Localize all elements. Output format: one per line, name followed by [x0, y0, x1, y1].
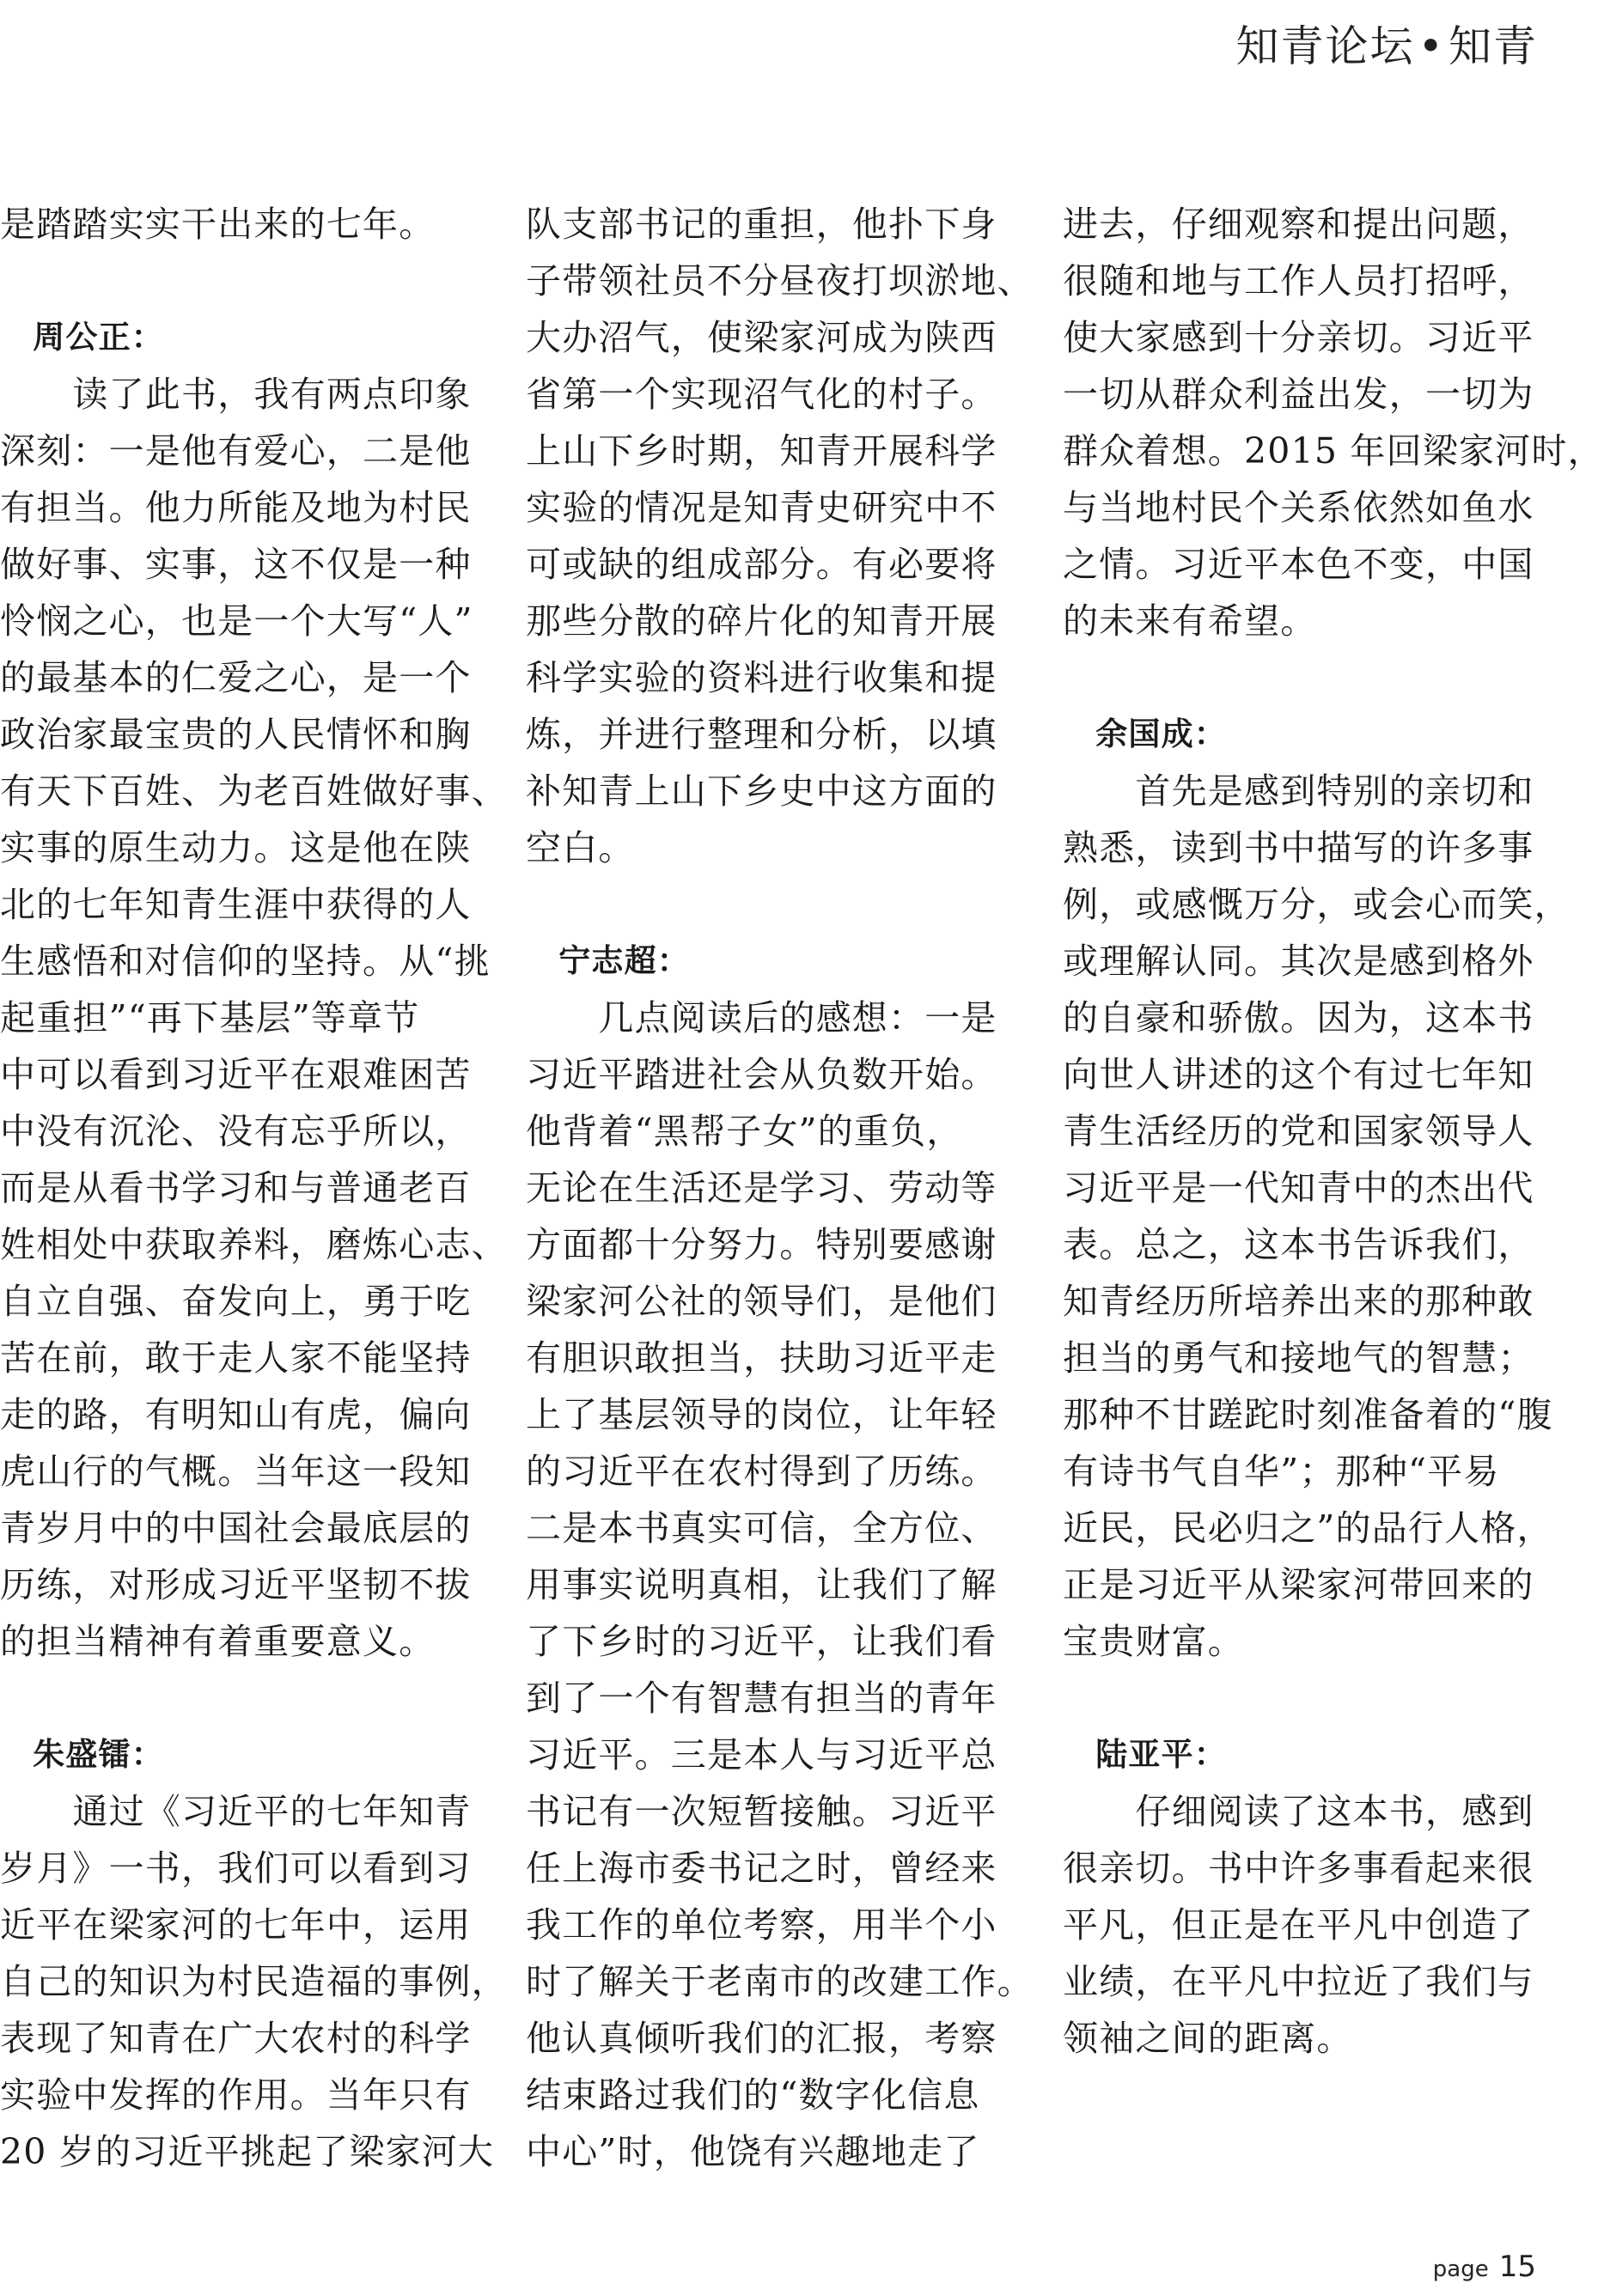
paragraph-gap: [1063, 1670, 1552, 1727]
text-line: 担当的勇气和接地气的智慧；: [1063, 1337, 1534, 1379]
text-line: 读了此书，我有两点印象: [0, 374, 472, 415]
author-heading: 余国成：: [1063, 716, 1227, 752]
text-line: 虎山行的气概。当年这一段知: [0, 1451, 472, 1492]
text-line: 的最基本的仁爱之心，是一个: [0, 657, 472, 698]
text-line: 无论在生活还是学习、劳动等: [526, 1167, 997, 1209]
section-header: [1236, 12, 1539, 74]
text-line: 群众着想。2015 年回梁家河时，: [1063, 430, 1604, 472]
text-line: 补知青上山下乡史中这方面的: [526, 770, 997, 812]
text-line: 书记有一次短暂接触。习近平: [526, 1791, 997, 1832]
text-line: 大办沼气，使梁家河成为陕西: [526, 317, 997, 358]
text-line: 历练，对形成习近平坚韧不拔: [0, 1564, 472, 1605]
text-line: 子带领社员不分昼夜打坝淤地、: [526, 260, 1034, 301]
page-label: page: [1432, 2256, 1489, 2282]
text-line: 的习近平在农村得到了历练。: [526, 1451, 997, 1492]
text-line: 自己的知识为村民造福的事例，: [0, 1961, 508, 2002]
page-number: 15: [1498, 2250, 1536, 2284]
text-line: 之情。习近平本色不变，中国: [1063, 544, 1534, 585]
paragraph-gap: [0, 1670, 490, 1727]
text-line: 很亲切。书中许多事看起来很: [1063, 1848, 1534, 1889]
text-line: 有天下百姓、为老百姓做好事、: [0, 770, 508, 812]
text-line: 我工作的单位考察，用半个小: [526, 1904, 997, 1946]
text-line: 的自豪和骄傲。因为，这本书: [1063, 997, 1534, 1038]
magazine-name: 知青: [1448, 21, 1538, 71]
text-column-2: [526, 196, 1034, 2180]
text-line: 省第一个实现沼气化的村子。: [526, 374, 997, 415]
text-line: 任上海市委书记之时，曾经来: [526, 1848, 997, 1889]
text-line: 怜悯之心，也是一个大写“人”: [0, 600, 473, 642]
text-line: 时了解关于老南市的改建工作。: [526, 1961, 1034, 2002]
text-column-3: [1063, 196, 1604, 2067]
text-column-1: [0, 196, 508, 2180]
text-line: 的未来有希望。: [1063, 600, 1317, 642]
text-line: 中可以看到习近平在艰难困苦: [0, 1054, 472, 1095]
text-line: 做好事、实事，这不仅是一种: [0, 544, 472, 585]
text-line: 实验中发挥的作用。当年只有: [0, 2074, 472, 2116]
text-line: 岁月》一书，我们可以看到习: [0, 1848, 472, 1889]
text-line: 科学实验的资料进行收集和提: [526, 657, 997, 698]
text-line: 结束路过我们的“数字化信息: [526, 2074, 980, 2116]
section-title: 知青论坛: [1235, 21, 1415, 71]
text-line: 而是从看书学习和与普通老百: [0, 1167, 472, 1209]
text-line: 20 岁的习近平挑起了梁家河大: [0, 2131, 495, 2172]
text-line: 生感悟和对信仰的坚持。从“挑: [0, 941, 491, 982]
text-line: 他认真倾听我们的汇报，考察: [526, 2018, 997, 2059]
text-line: 梁家河公社的领导们，是他们: [526, 1281, 997, 1322]
text-line: 队支部书记的重担，他扑下身: [526, 204, 997, 245]
text-line: 知青经历所培养出来的那种敢: [1063, 1281, 1534, 1322]
text-line: 他背着“黑帮子女”的重负，: [526, 1111, 963, 1152]
text-line: 中心”时，他饶有兴趣地走了: [526, 2131, 980, 2172]
text-line: 苦在前，敢于走人家不能坚持: [0, 1337, 472, 1379]
text-line: 熟悉，读到书中描写的许多事: [1063, 827, 1534, 868]
text-line: 宝贵财富。: [1063, 1621, 1244, 1662]
text-line: 政治家最宝贵的人民情怀和胸: [0, 714, 472, 755]
text-line: 走的路，有明知山有虎，偏向: [0, 1394, 472, 1435]
text-line: 向世人讲述的这个有过七年知: [1063, 1054, 1534, 1095]
text-line: 通过《习近平的七年知青: [0, 1791, 472, 1832]
text-line: 近民，民必归之”的品行人格，: [1063, 1507, 1553, 1549]
text-line: 或理解认同。其次是感到格外: [1063, 941, 1534, 982]
text-line: 姓相处中获取养料，磨炼心志、: [0, 1224, 508, 1265]
text-line: 是踏踏实实干出来的七年。: [0, 204, 436, 245]
text-line: 近平在梁家河的七年中，运用: [0, 1904, 472, 1946]
text-line: 到了一个有智慧有担当的青年: [526, 1678, 997, 1719]
text-line: 二是本书真实可信，全方位、: [526, 1507, 997, 1549]
paragraph-gap: [0, 253, 490, 309]
text-line: 上山下乡时期，知青开展科学: [526, 430, 997, 472]
author-heading: 宁志超：: [526, 942, 690, 979]
text-line: 表现了知青在广大农村的科学: [0, 2018, 472, 2059]
text-line: 习近平。三是本人与习近平总: [526, 1734, 997, 1775]
text-line: 进去，仔细观察和提出问题，: [1063, 204, 1534, 245]
text-line: 可或缺的组成部分。有必要将: [526, 544, 997, 585]
header-separator: •: [1418, 21, 1445, 71]
text-line: 深刻：一是他有爱心，二是他: [0, 430, 472, 472]
text-line: 业绩，在平凡中拉近了我们与: [1063, 1961, 1534, 2002]
text-line: 一切从群众利益出发，一切为: [1063, 374, 1534, 415]
text-line: 例，或感慨万分，或会心而笑，: [1063, 884, 1570, 925]
text-line: 使大家感到十分亲切。习近平: [1063, 317, 1534, 358]
text-line: 北的七年知青生涯中获得的人: [0, 884, 472, 925]
text-line: 起重担”“再下基层”等章节: [0, 997, 420, 1038]
text-line: 很随和地与工作人员打招呼，: [1063, 260, 1534, 301]
text-line: 那种不甘蹉跎时刻准备着的“腹: [1063, 1394, 1553, 1435]
text-line: 与当地村民个关系依然如鱼水: [1063, 487, 1534, 528]
text-line: 的担当精神有着重要意义。: [0, 1621, 436, 1662]
text-line: 自立自强、奋发向上，勇于吃: [0, 1281, 472, 1322]
author-heading: 周公正：: [0, 319, 164, 356]
text-line: 习近平是一代知青中的杰出代: [1063, 1167, 1534, 1209]
text-line: 方面都十分努力。特别要感谢: [526, 1224, 997, 1265]
text-line: 领袖之间的距离。: [1063, 2018, 1353, 2059]
paragraph-gap: [1063, 649, 1552, 706]
text-line: 实验的情况是知青史研究中不: [526, 487, 997, 528]
text-line: 平凡，但正是在平凡中创造了: [1063, 1904, 1534, 1946]
page-footer: [1433, 2250, 1536, 2284]
text-line: 正是习近平从梁家河带回来的: [1063, 1564, 1534, 1605]
text-line: 那些分散的碎片化的知青开展: [526, 600, 997, 642]
text-line: 有担当。他力所能及地为村民: [0, 487, 472, 528]
text-line: 表。总之，这本书告诉我们，: [1063, 1224, 1534, 1265]
text-line: 炼，并进行整理和分析，以填: [526, 714, 997, 755]
text-line: 首先是感到特别的亲切和: [1063, 770, 1534, 812]
text-line: 习近平踏进社会从负数开始。: [526, 1054, 997, 1095]
text-line: 青生活经历的党和国家领导人: [1063, 1111, 1534, 1152]
text-line: 了下乡时的习近平，让我们看: [526, 1621, 997, 1662]
text-line: 青岁月中的中国社会最底层的: [0, 1507, 472, 1549]
text-line: 几点阅读后的感想：一是: [526, 997, 997, 1038]
text-line: 用事实说明真相，让我们了解: [526, 1564, 997, 1605]
text-line: 空白。: [526, 827, 635, 868]
text-line: 实事的原生动力。这是他在陕: [0, 827, 472, 868]
text-line: 上了基层领导的岗位，让年轻: [526, 1394, 997, 1435]
paragraph-gap: [526, 876, 1015, 933]
text-line: 有诗书气自华”；那种“平易: [1063, 1451, 1500, 1492]
author-heading: 朱盛镭：: [0, 1736, 164, 1773]
text-line: 有胆识敢担当，扶助习近平走: [526, 1337, 997, 1379]
text-line: 仔细阅读了这本书，感到: [1063, 1791, 1534, 1832]
text-line: 中没有沉沦、没有忘乎所以，: [0, 1111, 472, 1152]
author-heading: 陆亚平：: [1063, 1736, 1227, 1773]
